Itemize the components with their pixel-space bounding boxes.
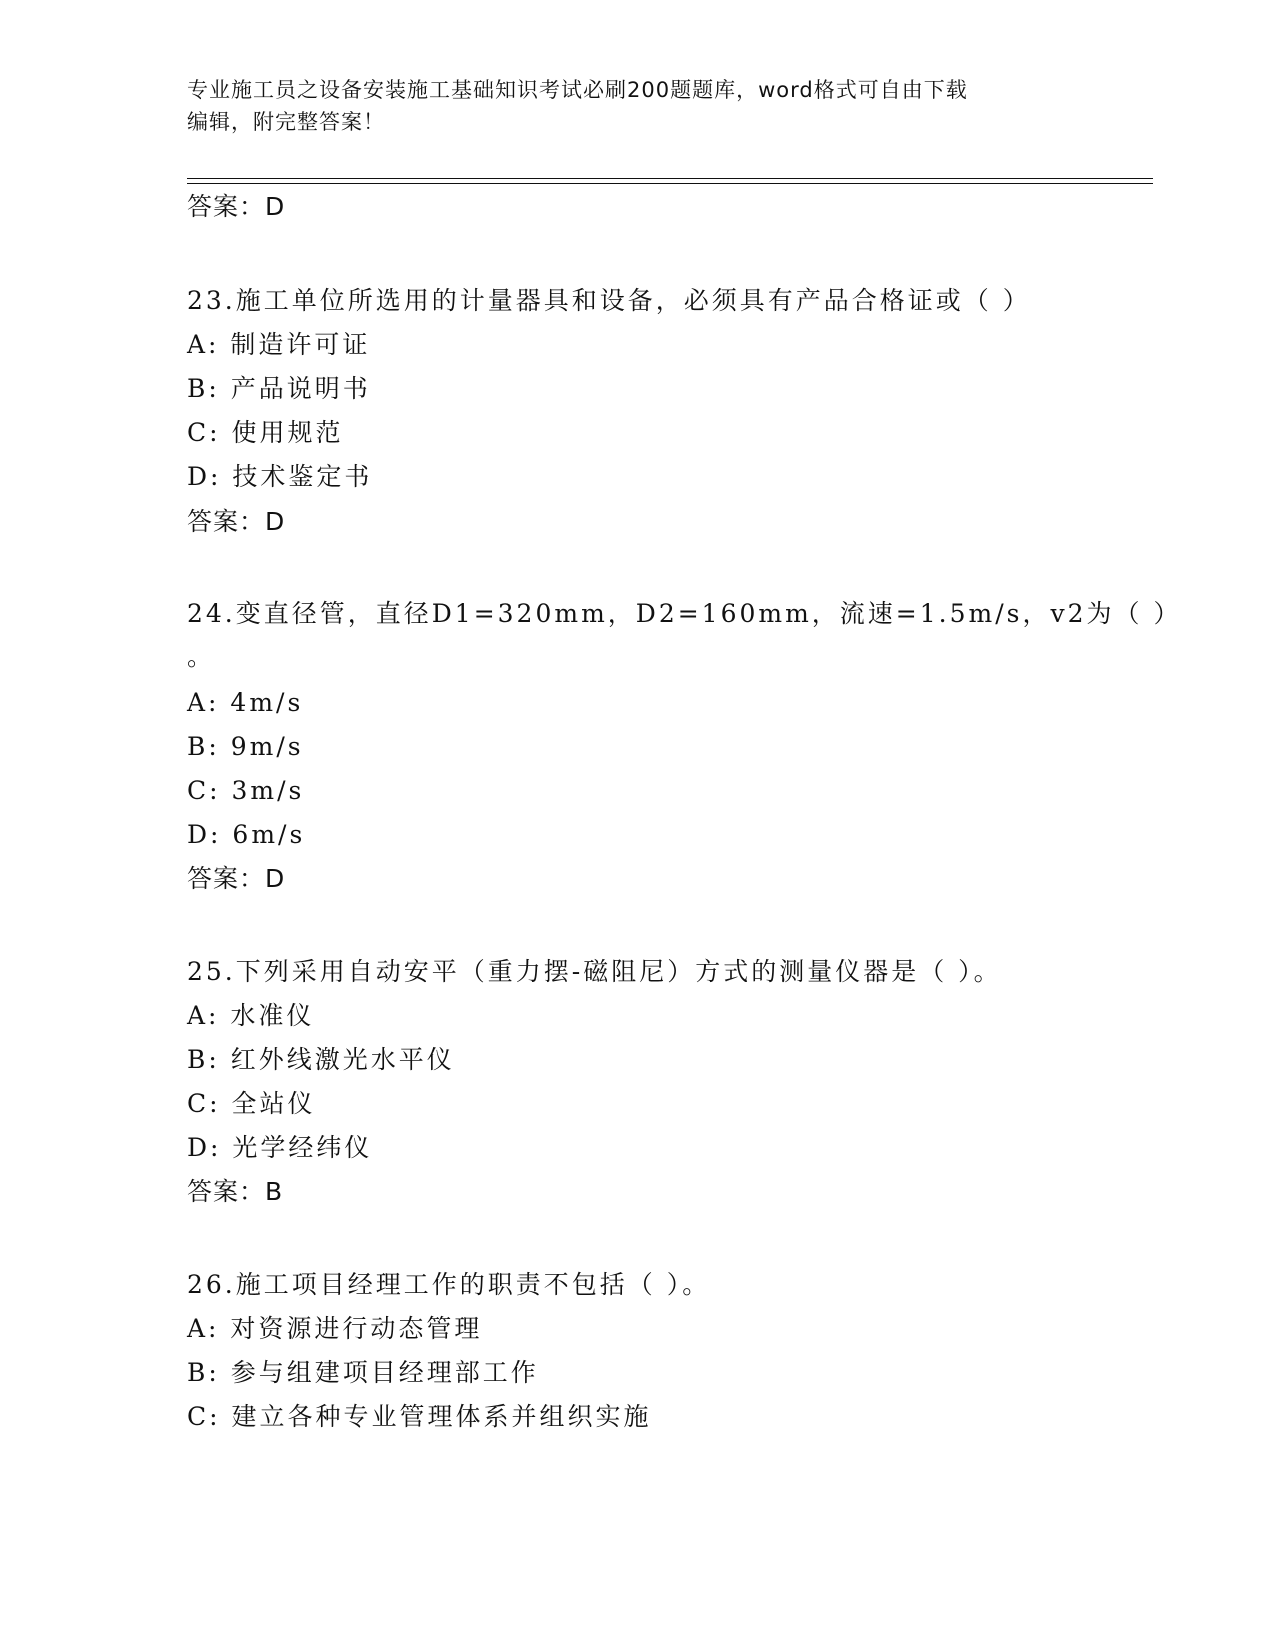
question-23-answer: 答案：D bbox=[187, 507, 286, 536]
question-23-option-d: D: 技术鉴定书 bbox=[187, 462, 373, 491]
prev-answer: 答案：D bbox=[187, 192, 286, 221]
question-25-stem: 25.下列采用自动安平（重力摆-磁阻尼）方式的测量仪器是（ ）。 bbox=[187, 957, 1002, 986]
question-24-option-a: A: 4m/s bbox=[187, 688, 304, 717]
question-26-stem: 26.施工项目经理工作的职责不包括（ ）。 bbox=[187, 1270, 711, 1299]
question-24-option-b: B: 9m/s bbox=[187, 732, 304, 761]
header-line-2: 编辑，附完整答案！ bbox=[187, 110, 385, 134]
question-24-stem: 24.变直径管，直径D1=320mm，D2=160mm，流速=1.5m/s，v2为（ ） bbox=[187, 599, 1182, 628]
document-header bbox=[187, 74, 1067, 138]
question-23-option-c: C: 使用规范 bbox=[187, 418, 344, 447]
question-24-option-d: D: 6m/s bbox=[187, 820, 306, 849]
question-23-option-a: A: 制造许可证 bbox=[187, 330, 371, 359]
question-25-answer: 答案：B bbox=[187, 1177, 284, 1206]
question-24-stem-continuation: 。 bbox=[187, 642, 216, 671]
question-25-option-b: B: 红外线激光水平仪 bbox=[187, 1045, 455, 1074]
question-24-answer: 答案：D bbox=[187, 864, 286, 893]
header-rule-top bbox=[187, 178, 1153, 179]
header-line-1: 专业施工员之设备安装施工基础知识考试必刷200题题库，word格式可自由下载 bbox=[187, 78, 968, 102]
question-26-option-a: A: 对资源进行动态管理 bbox=[187, 1314, 483, 1343]
header-rule-bottom bbox=[187, 183, 1153, 184]
question-23-option-b: B: 产品说明书 bbox=[187, 374, 371, 403]
question-26-option-b: B: 参与组建项目经理部工作 bbox=[187, 1358, 539, 1387]
question-25-option-c: C: 全站仪 bbox=[187, 1089, 316, 1118]
question-24-option-c: C: 3m/s bbox=[187, 776, 305, 805]
question-25-option-d: D: 光学经纬仪 bbox=[187, 1133, 373, 1162]
question-25-option-a: A: 水准仪 bbox=[187, 1001, 315, 1030]
question-23-stem: 23.施工单位所选用的计量器具和设备，必须具有产品合格证或（ ） bbox=[187, 286, 1031, 315]
question-26-option-c: C: 建立各种专业管理体系并组织实施 bbox=[187, 1402, 652, 1431]
